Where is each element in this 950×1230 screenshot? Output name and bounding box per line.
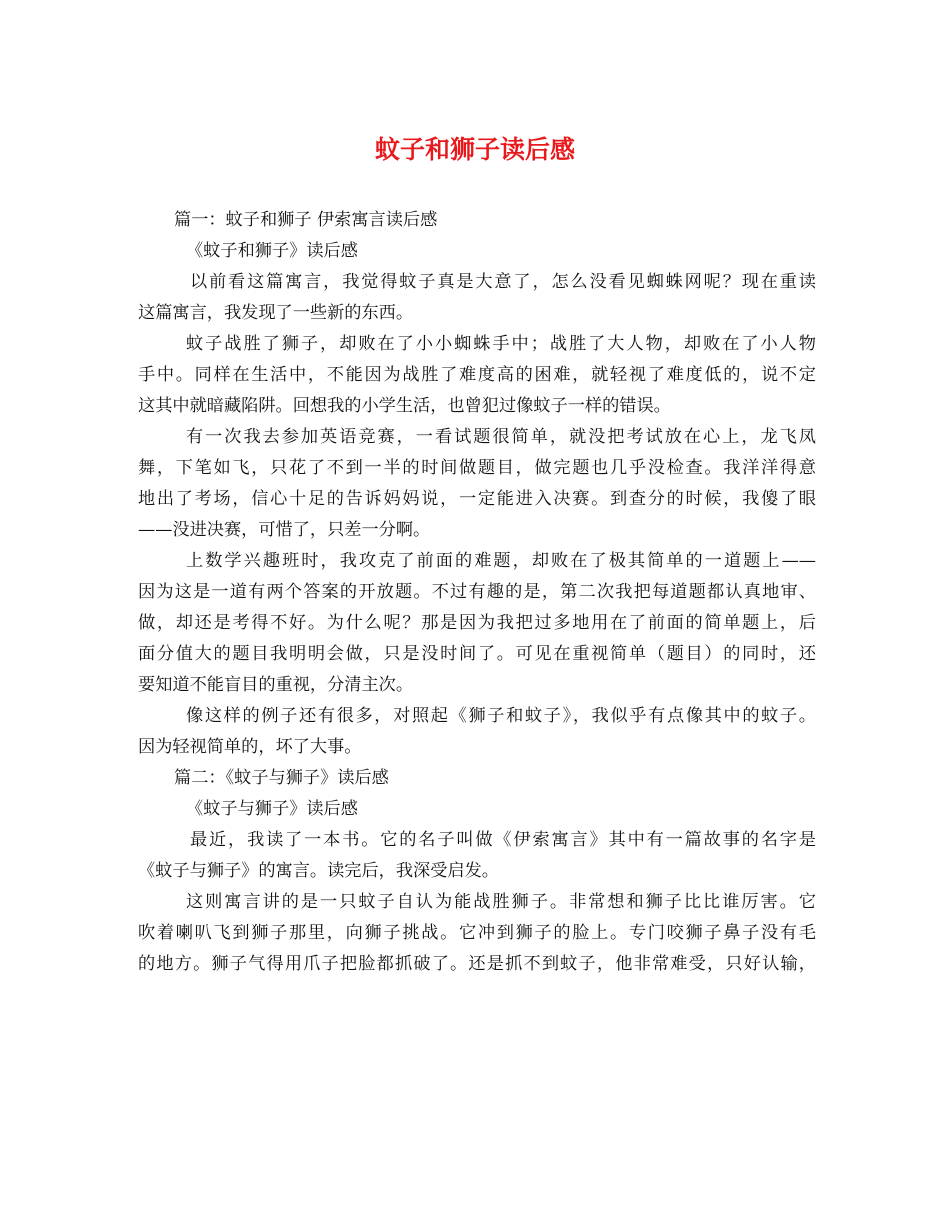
document-body <box>138 205 816 980</box>
text-line: 吹着喇叭飞到狮子那里，向狮子挑战。它冲到狮子的脸上。专门咬狮子鼻子没有毛 <box>138 923 816 943</box>
text-line: 以前看这篇寓言，我觉得蚊子真是大意了，怎么没看见蜘蛛网呢？现在重读 <box>190 272 816 292</box>
text-line: 手中。同样在生活中，不能因为战胜了难度高的困难，就轻视了难度低的，说不定 <box>138 365 816 385</box>
text-line: 做，却还是考得不好。为什么呢？那是因为我把过多地用在了前面的简单题上，后 <box>138 613 816 633</box>
text-line: 篇二：《蚊子与狮子》读后感 <box>174 768 389 788</box>
text-line: 上数学兴趣班时，我攻克了前面的难题，却败在了极其简单的一道题上—— <box>186 551 816 571</box>
text-line: 像这样的例子还有很多，对照起《狮子和蚊子》，我似乎有点像其中的蚊子。 <box>186 706 816 726</box>
text-line: 因为这是一道有两个答案的开放题。不过有趣的是，第二次我把每道题都认真地审、 <box>138 582 816 602</box>
text-line: 舞，下笔如飞，只花了不到一半的时间做题目，做完题也几乎没检查。我洋洋得意 <box>138 458 816 478</box>
text-line: 因为轻视简单的，坏了大事。 <box>138 737 362 757</box>
text-line: 《蚊子与狮子》读后感 <box>186 799 358 819</box>
text-line: 的地方。狮子气得用爪子把脸都抓破了。还是抓不到蚊子，他非常难受，只好认输， <box>138 954 816 974</box>
text-line: 这其中就暗藏陷阱。回想我的小学生活，也曾犯过像蚊子一样的错误。 <box>138 396 671 416</box>
text-line: 这则寓言讲的是一只蚊子自认为能战胜狮子。非常想和狮子比比谁厉害。它 <box>186 892 816 912</box>
text-line: 《蚊子与狮子》的寓言。读完后，我深受启发。 <box>138 861 499 881</box>
document-title: 蚊子和狮子读后感 <box>374 135 575 164</box>
text-line: ——没进决赛，可惜了，只差一分啊。 <box>138 520 431 540</box>
text-line: 要知道不能盲目的重视，分清主次。 <box>138 675 414 695</box>
text-line: 这篇寓言，我发现了一些新的东西。 <box>138 303 414 323</box>
text-line: 面分值大的题目我明明会做，只是没时间了。可见在重视简单（题目）的同时，还 <box>138 644 816 664</box>
text-line: 篇一：蚊子和狮子 伊索寓言读后感 <box>174 210 438 230</box>
text-line: 《蚊子和狮子》读后感 <box>186 241 358 261</box>
text-line: 地出了考场，信心十足的告诉妈妈说，一定能进入决赛。到查分的时候，我傻了眼 <box>138 489 816 509</box>
text-line: 蚊子战胜了狮子，却败在了小小蜘蛛手中；战胜了大人物，却败在了小人物 <box>186 334 816 354</box>
text-line: 有一次我去参加英语竞赛，一看试题很简单，就没把考试放在心上，龙飞凤 <box>186 427 816 447</box>
text-line: 最近，我读了一本书。它的名子叫做《伊索寓言》其中有一篇故事的名字是 <box>190 830 816 850</box>
